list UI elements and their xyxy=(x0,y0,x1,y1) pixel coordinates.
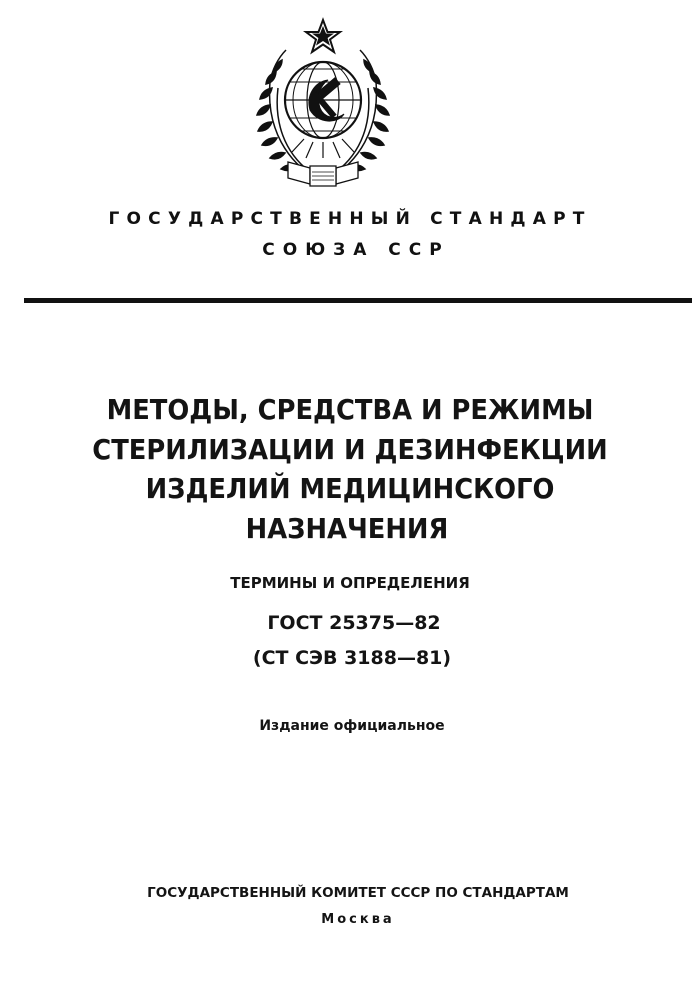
document-title-line-3: ИЗДЕЛИЙ МЕДИЦИНСКОГО xyxy=(145,472,555,505)
document-title-line-2: СТЕРИЛИЗАЦИИ И ДЕЗИНФЕКЦИИ xyxy=(92,433,608,466)
issuer-line-1: ГОСУДАРСТВЕННЫЙ СТАНДАРТ xyxy=(108,209,592,229)
publisher-city: Москва xyxy=(321,912,395,927)
document-title-line-1: МЕТОДЫ, СРЕДСТВА И РЕЖИМЫ xyxy=(106,393,594,426)
edition-note: Издание официальное xyxy=(259,718,445,734)
publisher-name: ГОСУДАРСТВЕННЫЙ КОМИТЕТ СССР ПО СТАНДАРТАМ xyxy=(147,885,569,901)
horizontal-rule xyxy=(24,298,692,303)
issuer-line-2: СОЮЗА ССР xyxy=(262,240,450,260)
ussr-state-emblem-icon xyxy=(248,12,398,190)
emblem-ribbon xyxy=(288,162,358,186)
document-subtitle: ТЕРМИНЫ И ОПРЕДЕЛЕНИЯ xyxy=(230,574,470,592)
standard-number: ГОСТ 25375—82 xyxy=(267,612,441,634)
cmea-standard-number: (СТ СЭВ 3188—81) xyxy=(252,647,452,669)
document-title-line-4: НАЗНАЧЕНИЯ xyxy=(245,512,449,545)
emblem-sun-rays xyxy=(292,139,354,158)
